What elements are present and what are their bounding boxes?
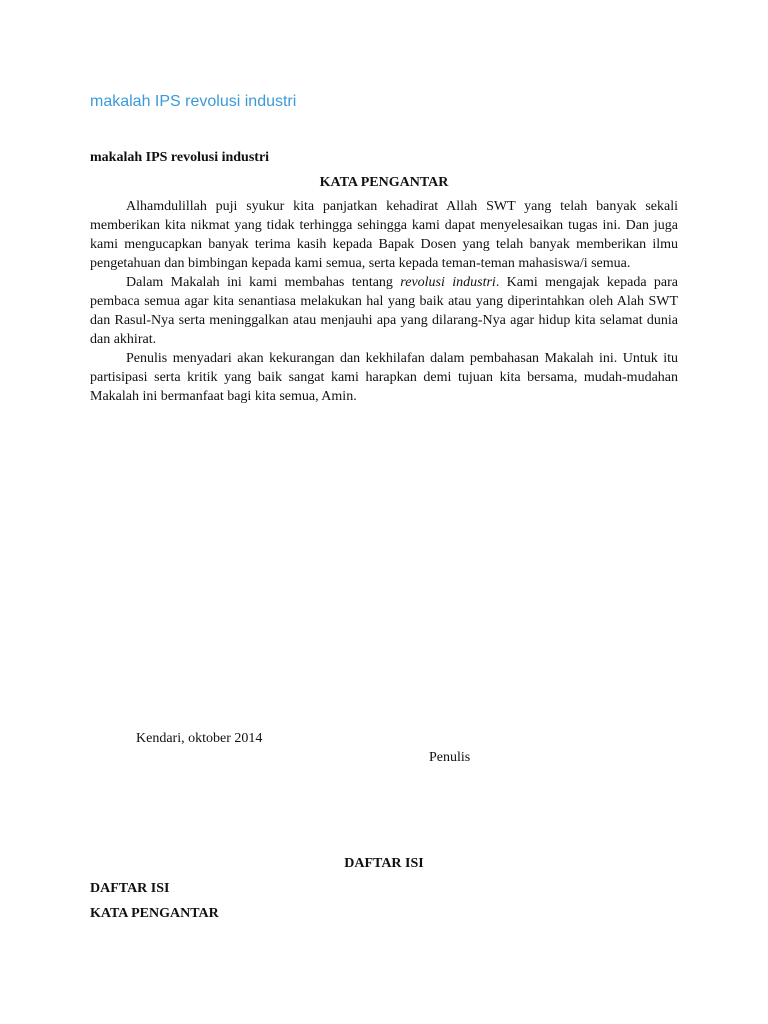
preface-paragraph-3: Penulis menyadari akan kekurangan dan kekhilafan dalam pembahasan Makalah ini. Untuk itu partisipasi serta kritik yang baik sangat kami harapkan demi tujuan kita bersama, mudah-mudahan Makalah ini bermanfaat bagi kita semua, Amin. (90, 351, 678, 404)
toc-item: KATA PENGANTAR (90, 906, 219, 921)
toc-list (90, 879, 219, 929)
topic-italic-text: revolusi industri (400, 275, 496, 290)
document-heading: makalah IPS revolusi industri (90, 150, 270, 165)
post-title[interactable]: makalah IPS revolusi industri (90, 93, 297, 110)
paragraph-2-text-start: Dalam Makalah ini kami membahas tentang (126, 275, 401, 290)
preface-body (90, 197, 678, 406)
toc-item: DAFTAR ISI (90, 881, 170, 896)
paragraph-2-text-end: . Kami mengajak kepada para pembaca semua agar kita senantiasa melakukan hal yang baik atau yang diperintahkan oleh Alah SWT dan Rasul-Nya serta meninggalkan atau menjauhi apa yang dilarang-Nya agar hidup kita selamat dunia dan akhirat. (90, 275, 678, 347)
place-date: Kendari, oktober 2014 (136, 731, 263, 746)
signer-label: Penulis (429, 750, 471, 765)
preface-paragraph-2 (90, 273, 678, 349)
toc-title: DAFTAR ISI (344, 856, 424, 871)
section-title-kata-pengantar: KATA PENGANTAR (319, 175, 449, 190)
preface-paragraph-1: Alhamdulillah puji syukur kita panjatkan kehadirat Allah SWT yang telah banyak sekali memberikan kita nikmat yang tidak terhingga sehingga kami dapat menyelesaikan tugas ini. Dan juga kami mengucapkan banyak terima kasih kepada Bapak Dosen yang telah banyak memberikan ilmu pengetahuan dan bimbingan kepada kami semua, serta kepada teman-teman mahasiswa/i semua. (90, 199, 678, 271)
